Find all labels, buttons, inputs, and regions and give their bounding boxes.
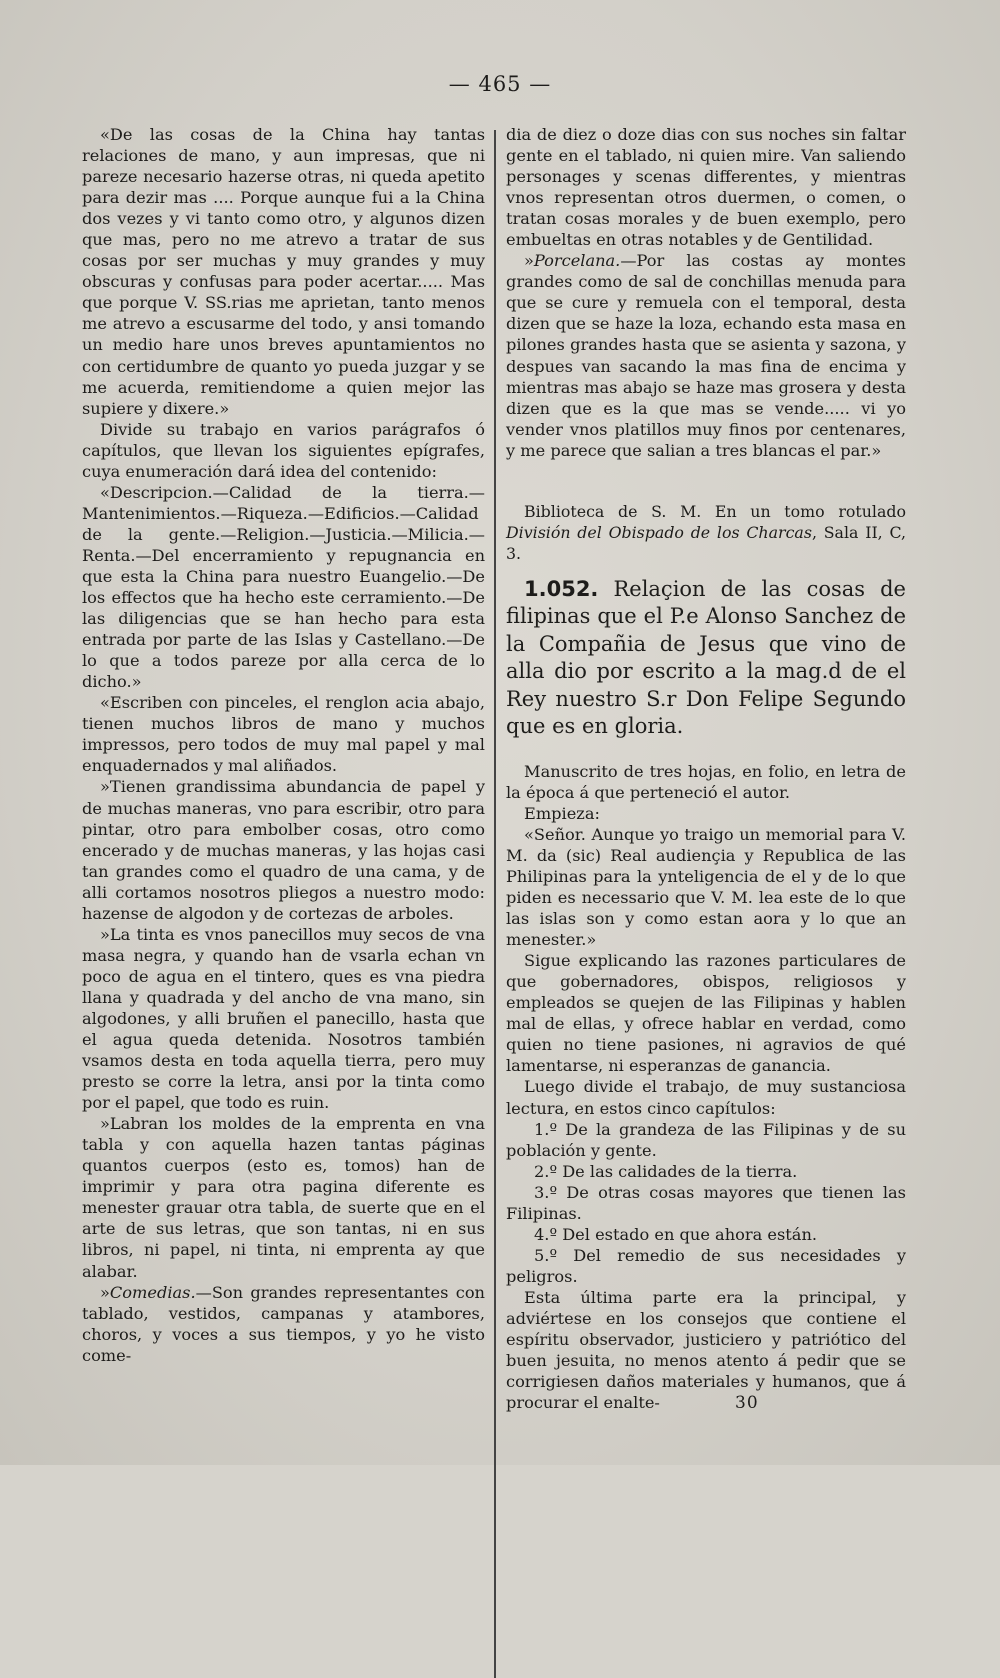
paragraph <box>506 950 906 1076</box>
paragraph-text: 1.º De la grandeza de las Filipinas y de su población y gente. <box>506 1119 906 1160</box>
paragraph <box>506 1119 906 1161</box>
section-gap <box>506 461 906 501</box>
paragraph <box>82 482 485 692</box>
paragraph <box>82 1282 485 1366</box>
paragraph <box>82 692 485 776</box>
paragraph <box>506 803 906 824</box>
paragraph <box>82 924 485 1113</box>
paragraph-text: »La tinta es vnos panecillos muy secos de vna masa negra, y quando han de vsarla echan vn poco de agua en el tintero, ques es vna piedra llana y quadrada y del ancho de vna mano, sin algodones, y alli bruñen el panecillo, hasta que el agua queda detenida. Nosotros también vsamos desta en toda aquella tierra, pero muy presto se corre la letra, ansi por la tinta como por el papel, que todo es ruin. <box>82 924 485 1113</box>
paragraph-text: Manuscrito de tres hojas, en folio, en letra de la época á que perteneció el autor. <box>506 761 906 802</box>
paragraph-text: »Labran los moldes de la emprenta en vna tabla y con aquella hazen tantas páginas quantos cuerpos (esto es, tomos) han de imprimir y para otra pagina diferente es menester grauar otra tabla, de suerte que en el arte de sus letras, que son tantas, ni en sus libros, ni papel, ni tinta, ni emprenta ay que alabar. <box>82 1114 485 1281</box>
paragraph-text: dia de diez o doze dias con sus noches sin faltar gente en el tablado, ni quien mire. Van saliendo personages y scenas differentes, y mientras vnos representan otros duermen, o comen, o tratan cosas morales y de buen exemplo, pero embueltas en otras notables y de Gentilidad. <box>506 125 906 250</box>
paragraph-text: »Tienen grandissima abundancia de papel y de muchas maneras, vno para escribir, otro para pintar, otro para embolber cosas, otro como encerado y de muchas maneras, y las hojas casi tan grandes como el quadro de una cama, y de alli cortamos nosotros pliegos a nuestro modo: hazense de algodon y de cortezas de arboles. <box>82 777 485 923</box>
paragraph-text: Sigue explicando las razones particulares de que gobernadores, obispos, religiosos y empleados se quejen de las Filipinas y hablen mal de ellas, y ofrece hablar en verdad, como quien no tiene pasiones, ni agravios de qué lamentarse, ni esperanzas de ganancia. <box>506 951 906 1076</box>
paragraph <box>506 250 906 460</box>
source-prefix: Biblioteca de S. M. En un tomo rotulado <box>524 501 906 521</box>
source-reference <box>506 501 906 564</box>
paragraph-lead: » <box>524 251 534 271</box>
entry-description <box>506 761 906 1413</box>
entry-number: 1.052. <box>524 576 599 601</box>
page-number: — 465 — <box>448 72 552 96</box>
paragraph-text: Luego divide el trabajo, de muy sustanciosa lectura, en estos cinco capítulos: <box>506 1077 906 1118</box>
signature-mark: 30 <box>735 1393 759 1413</box>
paragraph-italic-heading: Porcelana. <box>533 251 621 271</box>
paragraph-text: «Escriben con pinceles, el renglon acia abajo, tienen muchos libros de mano y muchos impressos, pero todos de muy mal papel y mal enquadernados y mal aliñados. <box>82 693 485 776</box>
paragraph <box>82 776 485 923</box>
right-column <box>506 124 906 1413</box>
source-suffix: , Sala II, C, 3. <box>506 522 907 563</box>
paragraph-text: 3.º De otras cosas mayores que tienen las Filipinas. <box>506 1182 906 1223</box>
paragraph-text: —Por las costas ay montes grandes como de sal de conchillas menuda para que se cure y remuela con el temporal, desta dizen que se haze la loza, echando esta masa en pilones grandes hasta que se asienta y sazona, y despues van sacando la mas fina de encima y mientras mas abajo se haze mas grosera y desta dizen que es la que mas se vende..... vi yo vender vnos platillos muy finos por centenares, y me parece que salian a tres blancas el par.» <box>506 251 906 460</box>
paragraph-italic-heading: Comedias. <box>109 1282 196 1302</box>
paragraph-text: «Descripcion.—Calidad de la tierra.—Mantenimientos.—Riqueza.—Edificios.—Calidad de la gente.—Religion.—Justicia.—Milicia.—Renta.—Del encerramiento y repugnancia en que esta la China para nuestro Euangelio.—De los effectos que ha hecho este cerramiento.—De las diligencias que se han hecho para esta entrada por parte de las Islas y Castellano.—De lo que a todos pareze por alla cerca de lo dicho.» <box>82 482 485 692</box>
paragraph <box>82 124 485 419</box>
column-divider <box>494 130 496 1678</box>
paragraph <box>506 1161 906 1182</box>
paragraph <box>82 419 485 482</box>
paragraph <box>82 1113 485 1281</box>
source-volume-title: División del Obispado de los Charcas <box>506 522 812 542</box>
paragraph <box>506 824 906 950</box>
paragraph-text: Divide su trabajo en varios parágrafos ó capítulos, que llevan los siguientes epígrafes, cuya enumeración dará idea del contenido: <box>82 419 485 481</box>
left-column <box>82 124 485 1366</box>
paragraph <box>506 761 906 803</box>
right-column-continuation <box>506 124 906 461</box>
entry-title: Relaçion de las cosas de filipinas que el P.e Alonso Sanchez de la Compañia de Jesus que vino de alla dio por escrito a la mag.d de el Rey nuestro S.r Don Felipe Segundo que es en gloria. <box>506 576 906 739</box>
paragraph-text: 2.º De las calidades de la tierra. <box>534 1161 798 1181</box>
paragraph-text: 4.º Del estado en que ahora están. <box>534 1224 818 1244</box>
paragraph-text: «De las cosas de la China hay tantas relaciones de mano, y aun impresas, que ni pareze necesario hazerse otras, ni queda apetito para dezir mas .... Porque aunque fui a la China dos vezes y vi tanto como otro, y algunos dizen que mas, pero no me atrevo a tratar de sus cosas por ser muchas y muy grandes y muy obscuras y confusas para poder acertar..... Mas que porque V. SS.rias me aprietan, tanto menos me atrevo a escusarme del todo, y ansi tomando un medio hare unos breves apuntamientos no con certidumbre de quanto yo pueda juzgar y se me acuerda, remitiendome a quien mejor las supiere y dixere.» <box>82 125 485 418</box>
paragraph <box>506 1245 906 1287</box>
paragraph-text: Empieza: <box>524 803 600 823</box>
paragraph <box>506 124 906 250</box>
paragraph <box>506 1287 906 1413</box>
paragraph-text: Esta última parte era la principal, y adviértese en los consejos que contiene el espíritu observador, justiciero y patriótico del buen jesuita, no menos atento á pedir que se corrigiesen daños materiales y humanos, que á procurar el enalte- <box>506 1287 906 1413</box>
paragraph-text: —Son grandes representantes con tablado, vestidos, campanas y atambores, choros, y voces a sus tiempos, y yo he visto come- <box>82 1282 485 1365</box>
paragraph <box>506 1076 906 1118</box>
paragraph-text: «Señor. Aunque yo traigo un memorial para V. M. da (sic) Real audiençia y Republica de las Philipinas para la ynteligencia de el y de lo que piden es necessario que V. M. lea este de lo que las islas son y como estan aora y lo que an menester.» <box>506 824 906 950</box>
paragraph-text: 5.º Del remedio de sus necesidades y peligros. <box>506 1245 906 1286</box>
section-gap <box>506 564 906 576</box>
paragraph <box>506 1182 906 1224</box>
section-gap <box>506 741 906 761</box>
catalog-entry-heading <box>506 576 906 741</box>
paragraph-lead: » <box>100 1282 110 1302</box>
paragraph <box>506 1224 906 1245</box>
